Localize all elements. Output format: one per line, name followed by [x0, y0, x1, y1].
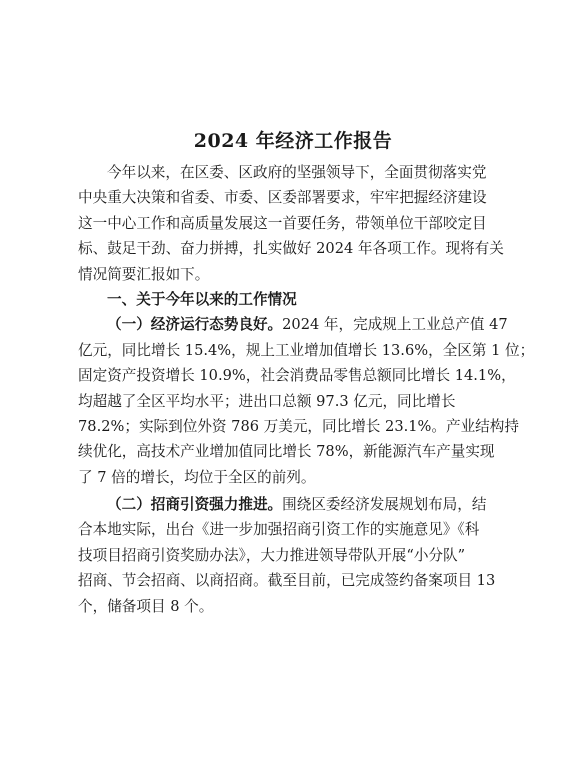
- intro-line: 标、鼓足干劲、奋力拼搏，扎实做好 2024 年各项工作。现将有关: [78, 240, 504, 258]
- paragraph-line: 续优化，高技术产业增加值同比增长 78%，新能源汽车产量实现: [78, 443, 495, 461]
- paragraph-first-line: [78, 312, 518, 337]
- intro-line: 中央重大决策和省委、市委、区委部署要求，牢牢把握经济建设: [78, 189, 487, 207]
- intro-line: 这一中心工作和高质量发展这一首要任务，带领单位干部咬定目: [78, 214, 487, 232]
- paragraph-line: 了 7 倍的增长，均位于全区的前列。: [78, 468, 316, 486]
- section-heading: 一、关于今年以来的工作情况: [107, 290, 297, 308]
- paragraph-line: 固定资产投资增长 10.9%，社会消费品零售总额同比增长 14.1%，: [78, 367, 516, 385]
- paragraph-text: 2024 年，完成规上工业总产值 47: [282, 316, 508, 334]
- paragraph-line: 技项目招商引资奖励办法》，大力推进领导带队开展“小分队”: [78, 546, 466, 564]
- paragraph-line: 均超越了全区平均水平；进出口总额 97.3 亿元，同比增长: [78, 392, 456, 410]
- paragraph-line: 招商、节会招商、以商招商。截至目前，已完成签约备案项目 13: [78, 572, 496, 590]
- paragraph-line: 合本地实际，出台《进一步加强招商引资工作的实施意见》《科: [78, 521, 480, 539]
- paragraph-line: 78.2%；实际到位外资 786 万美元，同比增长 23.1%。产业结构持: [78, 417, 519, 435]
- paragraph-first-line: [78, 492, 518, 517]
- report-title: 2024 年经济工作报告: [193, 130, 393, 152]
- paragraph-lead: （一）经济运行态势良好。: [107, 316, 283, 334]
- paragraph-line: 个，储备项目 8 个。: [78, 597, 214, 615]
- paragraph-text: 围绕区委经济发展规划布局，结: [282, 496, 487, 514]
- intro-line: 今年以来，在区委、区政府的坚强领导下，全面贯彻落实党: [107, 164, 487, 181]
- intro-line: 情况简要汇报如下。: [78, 265, 210, 283]
- paragraph-line: 亿元，同比增长 15.4%，规上工业增加值增长 13.6%，全区第 1 位；: [78, 341, 535, 359]
- report-body: [78, 160, 535, 619]
- paragraph-lead: （二）招商引资强力推进。: [107, 496, 283, 514]
